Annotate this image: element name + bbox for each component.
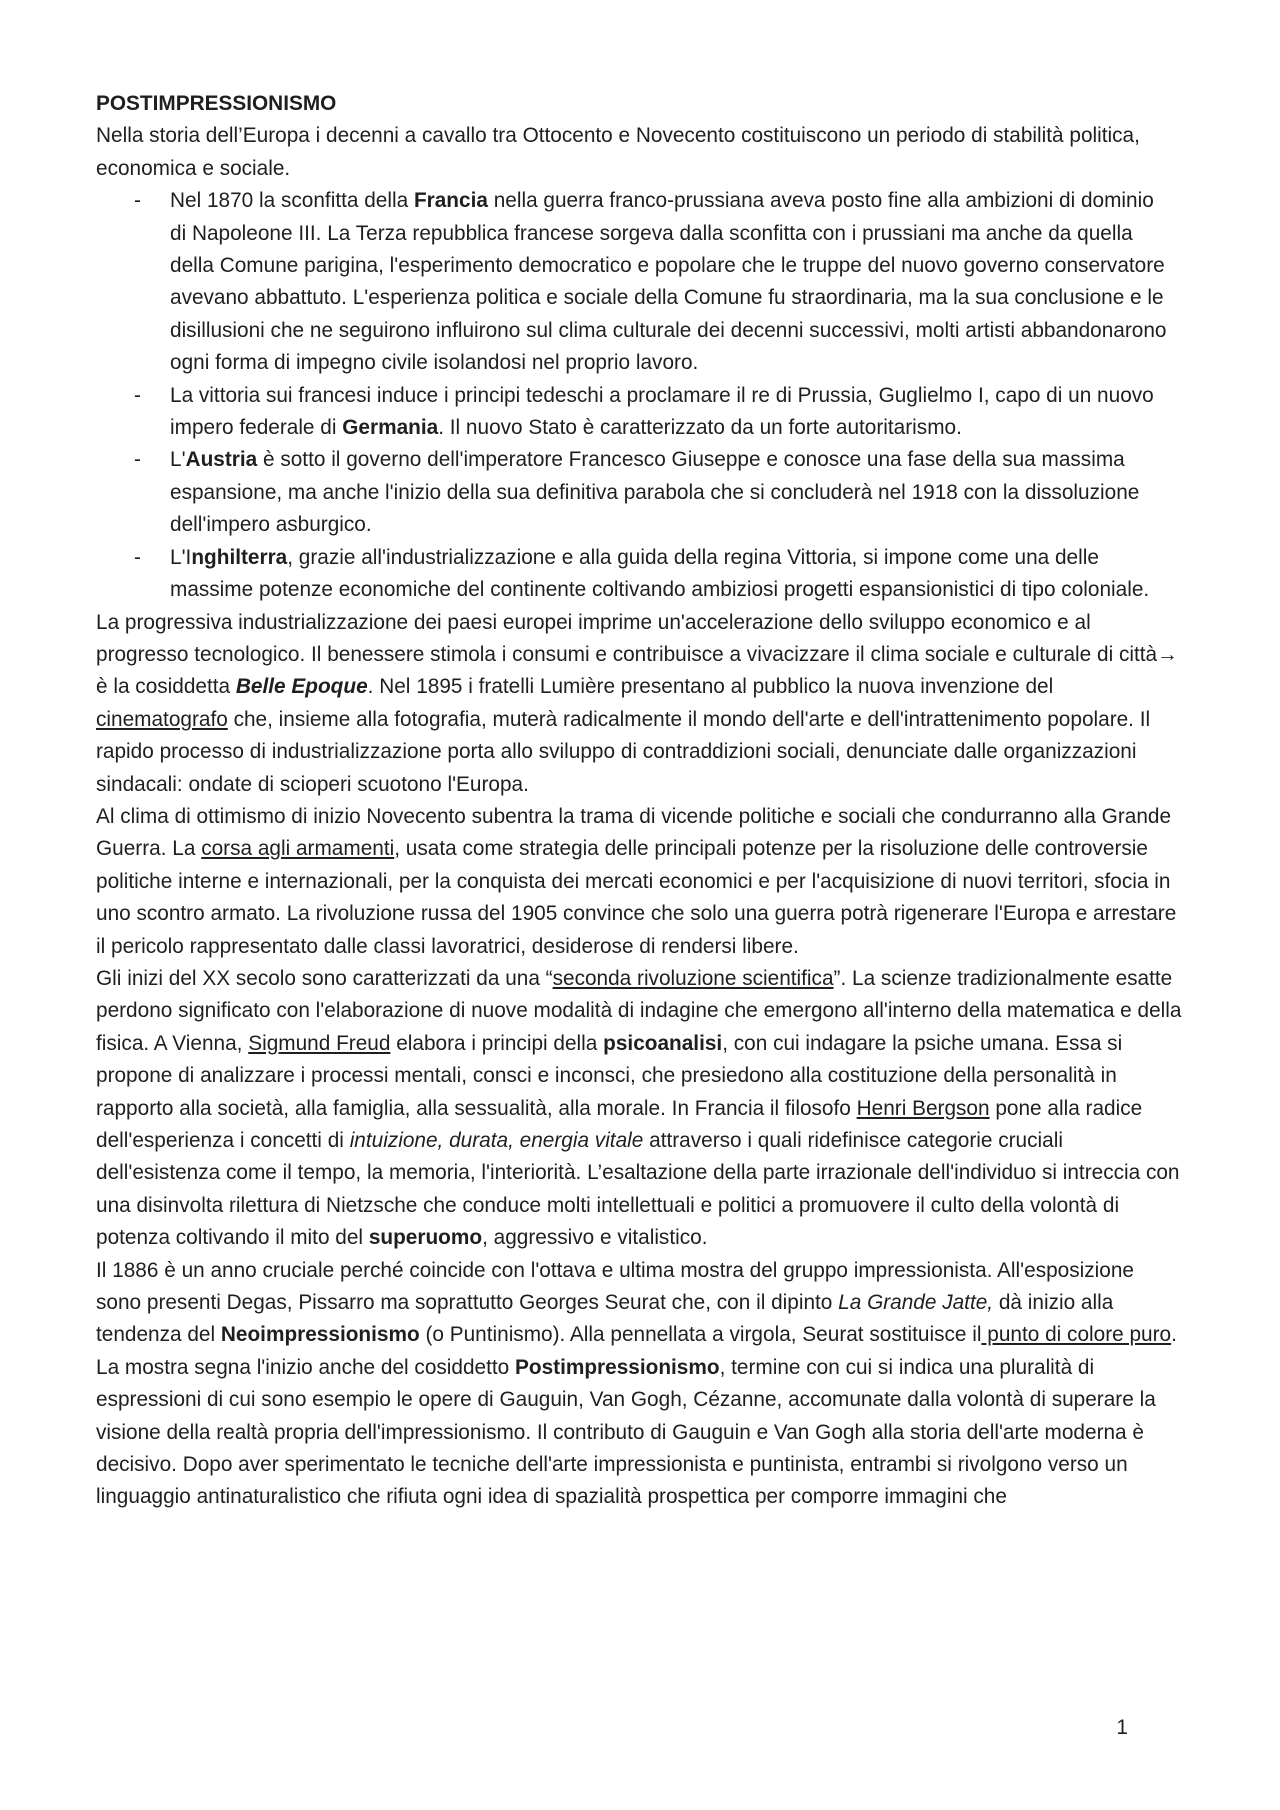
bold-term: Austria bbox=[185, 448, 258, 472]
italic-term: intuizione, durata, energia vitale bbox=[349, 1129, 644, 1152]
belle-epoque-paragraph: La progressiva industrializzazione dei paesi europei imprime un'accelerazione dello sviluppo economico e al progresso tecnologico. Il benessere stimola i consumi e contribuisce a vivacizzare il clima sociale e culturale di città→ è la cosiddetta Belle Epoque. Nel 1895 i fratelli Lumière presentano al pubblico la nuova invenzione del cinematografo che, insieme alla fotografia, muterà radicalmente il mondo dell'arte e dell'intrattenimento popolare. Il rapido processo di industrializzazione porta allo sviluppo di contraddizioni sociali, denunciate dalle organizzazioni sindacali: ondate di scioperi scuotono l'Europa. bbox=[96, 610, 1178, 796]
underlined-term: seconda rivoluzione scientifica bbox=[552, 966, 834, 990]
bullet-francia: - Nel 1870 la sconfitta della Francia nella guerra franco-prussiana aveva posto fine alla ambizioni di dominio di Napoleone III. La Terza repubblica francese sorgeva dalla sconfitta con i prussiani ma anche da quella della Comune parigina, l'esperimento democratico e popolare che le truppe del nuovo governo conservatore avevano abbattuto. L'esperienza politica e sociale della Comune fu straordinaria, ma la sua conclusione e le disillusioni che ne seguirono influirono sul clima culturale dei decenni successivi, molti artisti abbandonarono ogni forma di impegno civile isolandosi nel proprio lavoro. bbox=[96, 185, 1184, 379]
bold-term: nghilterra bbox=[191, 545, 288, 569]
page-number: 1 bbox=[1116, 1716, 1128, 1739]
bullet-austria: - L'Austria è sotto il governo dell'imperatore Francesco Giuseppe e conosce una fase della sua massima espansione, ma anche l'inizio della sua definitiva parabola che si concluderà nel 1918 con la dissoluzione dell'impero asburgico. bbox=[96, 444, 1184, 541]
history-bullet-list bbox=[96, 185, 1184, 606]
mostra-1886-paragraph: Il 1886 è un anno cruciale perché coincide con l'ottava e ultima mostra del gruppo impressionista. All'esposizione sono presenti Degas, Pissarro ma soprattutto Georges Seurat che, con il dipinto La Grande Jatte, dà inizio alla tendenza del Neoimpressionismo (o Puntinismo). Alla pennellata a virgola, Seurat sostituisce il punto di colore puro. La mostra segna l'inizio anche del cosiddetto Postimpressionismo, termine con cui si indica una pluralità di espressioni di cui sono esempio le opere di Gauguin, Van Gogh, Cézanne, accomunate dalla volontà di superare la visione della realtà propria dell'impressionismo. Il contributo di Gauguin e Van Gogh alla storia dell'arte moderna è decisivo. Dopo aver sperimentato le tecniche dell'arte impressionista e puntinista, entrambi si rivolgono verso un linguaggio antinaturalistico che rifiuta ogni idea di spazialità prospettica per comporre immagini che bbox=[96, 1258, 1177, 1509]
bullet-germania: - La vittoria sui francesi induce i principi tedeschi a proclamare il re di Prussia, Guglielmo I, capo di un nuovo impero federale di Germania. Il nuovo Stato è caratterizzato da un forte autoritarismo. bbox=[96, 380, 1184, 445]
underlined-term: cinematografo bbox=[96, 707, 228, 731]
bold-term: Francia bbox=[413, 189, 488, 213]
document-title: POSTIMPRESSIONISMO bbox=[96, 92, 337, 115]
grande-guerra-paragraph: Al clima di ottimismo di inizio Novecento subentra la trama di vicende politiche e sociali che condurranno alla Grande Guerra. La corsa agli armamenti, usata come strategia delle principali potenze per la risoluzione delle controversie politiche interne e internazionali, per la conquista dei mercati economici e per l'acquisizione di nuovi territori, sfocia in uno scontro armato. La rivoluzione russa del 1905 convince che solo una guerra potrà rigenerare l'Europa e arrestare il pericolo rappresentato dalle classi lavoratrici, desiderose di rendersi libere. bbox=[96, 804, 1177, 958]
bold-term: Neoimpressionismo bbox=[220, 1323, 420, 1347]
italic-term: La Grande Jatte, bbox=[838, 1291, 994, 1315]
bold-term: psicoanalisi bbox=[603, 1031, 723, 1055]
intro-paragraph: Nella storia dell’Europa i decenni a cavallo tra Ottocento e Novecento costituiscono un periodo di stabilità politica, economica e sociale. bbox=[96, 124, 1140, 180]
underlined-term: punto di colore puro bbox=[981, 1323, 1172, 1347]
underlined-term: Henri Bergson bbox=[856, 1096, 990, 1120]
bold-italic-term: Belle Epoque bbox=[235, 675, 368, 699]
scienza-paragraph: Gli inizi del XX secolo sono caratterizzati da una “seconda rivoluzione scientifica”. La scienze tradizionalmente esatte perdono significato con l'elaborazione di nuove modalità di indagine che emergono all'interno della matematica e della fisica. A Vienna, Sigmund Freud elabora i principi della psicoanalisi, con cui indagare la psiche umana. Essa si propone di analizzare i processi mentali, consci e inconsci, che presiedono alla costituzione della personalità in rapporto alla società, alla famiglia, alla sessualità, alla morale. In Francia il filosofo Henri Bergson pone alla radice dell'esperienza i concetti di intuizione, durata, energia vitale attraverso i quali ridefinisce categorie cruciali dell'esistenza come il tempo, la memoria, l'interiorità. L’esaltazione della parte irrazionale dell'individuo si intreccia con una disinvolta rilettura di Nietzsche che conduce molti intellettuali e politici a promuovere il culto della volontà di potenza coltivando il mito del superuomo, aggressivo e vitalistico. bbox=[96, 966, 1182, 1250]
bullet-inghilterra: - L'Inghilterra, grazie all'industrializzazione e alla guida della regina Vittoria, si impone come una delle massime potenze economiche del continente coltivando ambiziosi progetti espansionistici di tipo coloniale. bbox=[96, 542, 1184, 607]
bold-term: Germania bbox=[342, 416, 439, 440]
bold-term: superuomo bbox=[368, 1226, 483, 1250]
bold-term: Postimpressionismo bbox=[515, 1355, 720, 1379]
underlined-term: corsa agli armamenti bbox=[201, 837, 395, 861]
underlined-term: Sigmund Freud bbox=[248, 1031, 391, 1055]
